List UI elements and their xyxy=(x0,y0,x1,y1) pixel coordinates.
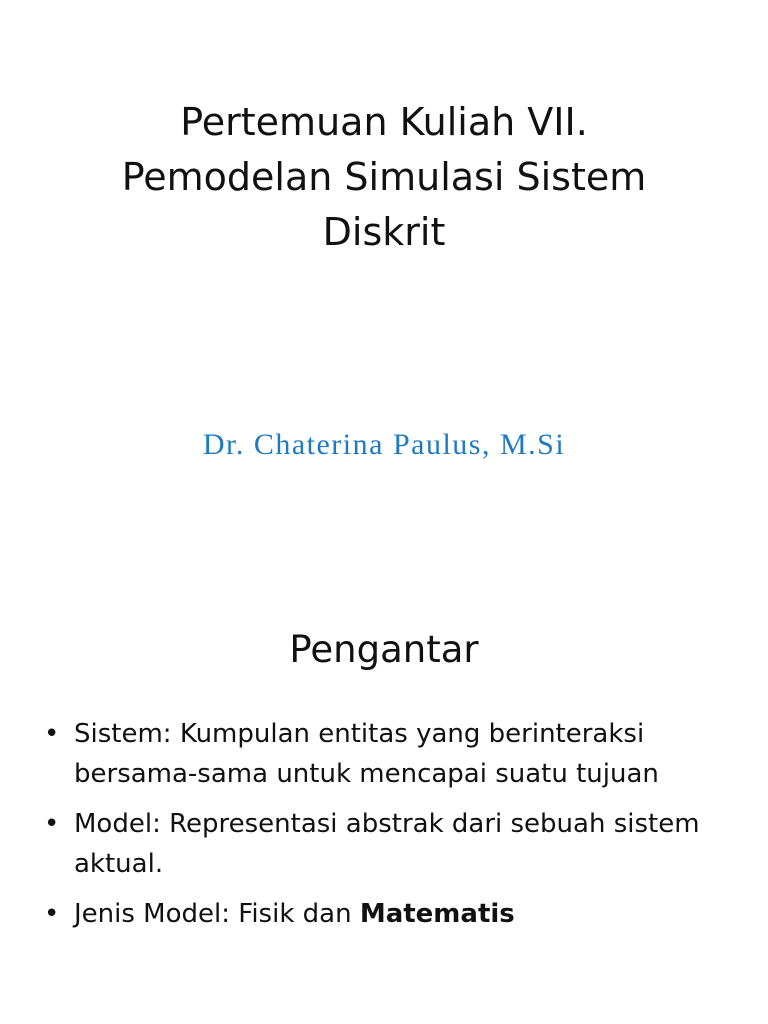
title-line-2: Pemodelan Simulasi Sistem xyxy=(121,155,647,199)
slide-title-heading xyxy=(40,95,728,260)
section-title: Pengantar xyxy=(289,628,479,671)
bullet-text: Sistem: Kumpulan entitas yang berinteraksi bersama-sama untuk mencapai suatu tujuan xyxy=(74,719,659,789)
list-item xyxy=(42,804,722,884)
author-subtitle: Dr. Chaterina Paulus, M.Si xyxy=(202,428,566,461)
bullet-icon: • xyxy=(44,719,60,749)
list-item xyxy=(42,894,722,934)
list-item xyxy=(42,714,722,794)
bullet-icon: • xyxy=(44,809,60,839)
bullet-text: Model: Representasi abstrak dari sebuah sistem aktual. xyxy=(74,809,700,879)
slide-pengantar xyxy=(0,512,768,1024)
title-line-1: Pertemuan Kuliah VII. xyxy=(180,100,588,144)
bullet-icon: • xyxy=(44,899,60,929)
title-line-3: Diskrit xyxy=(322,210,446,254)
bullet-bold-text: Matematis xyxy=(359,899,515,929)
bullet-list xyxy=(42,714,722,944)
bullet-text: Jenis Model: Fisik dan xyxy=(74,899,360,929)
